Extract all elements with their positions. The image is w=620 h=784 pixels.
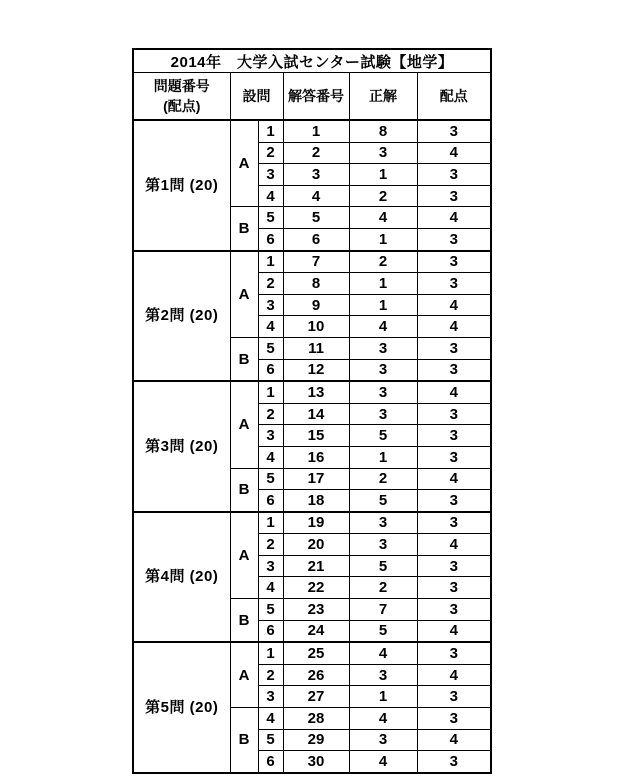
header-points: 配点 [417, 73, 491, 121]
answer-number: 29 [283, 729, 349, 751]
header-answer-number: 解答番号 [283, 73, 349, 121]
correct-answer: 1 [349, 228, 417, 250]
answer-number: 23 [283, 599, 349, 621]
subquestion-number: 1 [258, 642, 283, 664]
correct-answer: 5 [349, 620, 417, 642]
table-row [133, 120, 491, 142]
points: 3 [417, 337, 491, 359]
subquestion-number: 2 [258, 534, 283, 556]
correct-answer: 2 [349, 185, 417, 207]
subquestion-number: 3 [258, 294, 283, 316]
subquestion-number: 2 [258, 403, 283, 425]
answer-number: 4 [283, 185, 349, 207]
answer-number: 11 [283, 337, 349, 359]
answer-number: 27 [283, 686, 349, 708]
subquestion-number: 6 [258, 620, 283, 642]
answer-number: 6 [283, 228, 349, 250]
answer-number: 30 [283, 751, 349, 773]
correct-answer: 4 [349, 207, 417, 229]
correct-answer: 5 [349, 425, 417, 447]
section-label: B [230, 207, 258, 251]
points: 3 [417, 555, 491, 577]
correct-answer: 2 [349, 251, 417, 273]
correct-answer: 1 [349, 446, 417, 468]
correct-answer: 4 [349, 642, 417, 664]
points: 3 [417, 642, 491, 664]
question-label: 第5問 (20) [133, 642, 230, 773]
points: 3 [417, 751, 491, 773]
points: 3 [417, 686, 491, 708]
answer-number: 2 [283, 142, 349, 164]
section-label: B [230, 337, 258, 381]
correct-answer: 3 [349, 512, 417, 534]
subquestion-number: 6 [258, 359, 283, 381]
points: 3 [417, 512, 491, 534]
table-title: 2014年 大学入試センター試験【地学】 [133, 49, 491, 73]
points: 3 [417, 599, 491, 621]
answer-number: 8 [283, 273, 349, 295]
correct-answer: 1 [349, 294, 417, 316]
points: 4 [417, 142, 491, 164]
subquestion-number: 4 [258, 185, 283, 207]
table-row [133, 512, 491, 534]
subquestion-number: 5 [258, 337, 283, 359]
correct-answer: 5 [349, 490, 417, 512]
correct-answer: 2 [349, 468, 417, 490]
points: 3 [417, 120, 491, 142]
answer-number: 15 [283, 425, 349, 447]
correct-answer: 4 [349, 751, 417, 773]
points: 3 [417, 446, 491, 468]
subquestion-number: 2 [258, 142, 283, 164]
section-label: B [230, 468, 258, 512]
question-label: 第4問 (20) [133, 512, 230, 643]
answer-number: 12 [283, 359, 349, 381]
points: 3 [417, 273, 491, 295]
answer-number: 14 [283, 403, 349, 425]
header-question-line2: (配点) [163, 98, 201, 114]
correct-answer: 3 [349, 664, 417, 686]
correct-answer: 1 [349, 686, 417, 708]
table-header-row [133, 73, 491, 121]
points: 4 [417, 620, 491, 642]
correct-answer: 5 [349, 555, 417, 577]
subquestion-number: 5 [258, 207, 283, 229]
points: 4 [417, 468, 491, 490]
subquestion-number: 3 [258, 164, 283, 186]
points: 4 [417, 294, 491, 316]
section-label: A [230, 512, 258, 599]
points: 3 [417, 577, 491, 599]
question-label: 第2問 (20) [133, 251, 230, 382]
subquestion-number: 1 [258, 251, 283, 273]
question-label: 第3問 (20) [133, 381, 230, 512]
subquestion-number: 1 [258, 512, 283, 534]
section-label: A [230, 642, 258, 707]
points: 4 [417, 381, 491, 403]
header-question-number [133, 73, 230, 121]
answer-number: 19 [283, 512, 349, 534]
correct-answer: 3 [349, 381, 417, 403]
points: 4 [417, 207, 491, 229]
table-row [133, 381, 491, 403]
correct-answer: 2 [349, 577, 417, 599]
subquestion-number: 6 [258, 228, 283, 250]
correct-answer: 3 [349, 729, 417, 751]
subquestion-number: 6 [258, 751, 283, 773]
correct-answer: 4 [349, 708, 417, 730]
points: 4 [417, 729, 491, 751]
subquestion-number: 1 [258, 120, 283, 142]
answer-number: 26 [283, 664, 349, 686]
correct-answer: 1 [349, 164, 417, 186]
points: 3 [417, 708, 491, 730]
correct-answer: 3 [349, 534, 417, 556]
points: 3 [417, 228, 491, 250]
subquestion-number: 2 [258, 664, 283, 686]
correct-answer: 8 [349, 120, 417, 142]
question-label: 第1問 (20) [133, 120, 230, 251]
subquestion-number: 3 [258, 686, 283, 708]
points: 3 [417, 164, 491, 186]
answer-number: 7 [283, 251, 349, 273]
header-section: 設問 [230, 73, 283, 121]
correct-answer: 3 [349, 142, 417, 164]
points: 4 [417, 316, 491, 338]
section-label: B [230, 599, 258, 643]
answer-number: 3 [283, 164, 349, 186]
correct-answer: 4 [349, 316, 417, 338]
answer-number: 22 [283, 577, 349, 599]
section-label: A [230, 251, 258, 338]
subquestion-number: 4 [258, 316, 283, 338]
subquestion-number: 5 [258, 468, 283, 490]
correct-answer: 1 [349, 273, 417, 295]
points: 4 [417, 534, 491, 556]
points: 3 [417, 359, 491, 381]
answer-number: 28 [283, 708, 349, 730]
section-label: A [230, 381, 258, 468]
table-title-row [133, 49, 491, 73]
subquestion-number: 4 [258, 708, 283, 730]
table-row [133, 642, 491, 664]
points: 3 [417, 490, 491, 512]
subquestion-number: 4 [258, 446, 283, 468]
answer-key-table [132, 48, 492, 774]
header-correct-answer: 正解 [349, 73, 417, 121]
answer-number: 10 [283, 316, 349, 338]
answer-number: 1 [283, 120, 349, 142]
answer-number: 5 [283, 207, 349, 229]
points: 3 [417, 251, 491, 273]
answer-number: 18 [283, 490, 349, 512]
subquestion-number: 5 [258, 599, 283, 621]
subquestion-number: 3 [258, 555, 283, 577]
answer-number: 9 [283, 294, 349, 316]
correct-answer: 3 [349, 403, 417, 425]
subquestion-number: 3 [258, 425, 283, 447]
points: 3 [417, 185, 491, 207]
points: 4 [417, 664, 491, 686]
points: 3 [417, 403, 491, 425]
answer-number: 21 [283, 555, 349, 577]
subquestion-number: 1 [258, 381, 283, 403]
subquestion-number: 2 [258, 273, 283, 295]
subquestion-number: 6 [258, 490, 283, 512]
correct-answer: 3 [349, 337, 417, 359]
section-label: A [230, 120, 258, 207]
subquestion-number: 4 [258, 577, 283, 599]
answer-table-body [133, 49, 491, 773]
section-label: B [230, 708, 258, 773]
header-question-line1: 問題番号 [153, 77, 210, 94]
table-row [133, 251, 491, 273]
answer-number: 17 [283, 468, 349, 490]
answer-number: 25 [283, 642, 349, 664]
answer-key-table-container [132, 48, 490, 774]
answer-number: 24 [283, 620, 349, 642]
correct-answer: 3 [349, 359, 417, 381]
answer-number: 16 [283, 446, 349, 468]
points: 3 [417, 425, 491, 447]
answer-number: 13 [283, 381, 349, 403]
correct-answer: 7 [349, 599, 417, 621]
subquestion-number: 5 [258, 729, 283, 751]
answer-number: 20 [283, 534, 349, 556]
